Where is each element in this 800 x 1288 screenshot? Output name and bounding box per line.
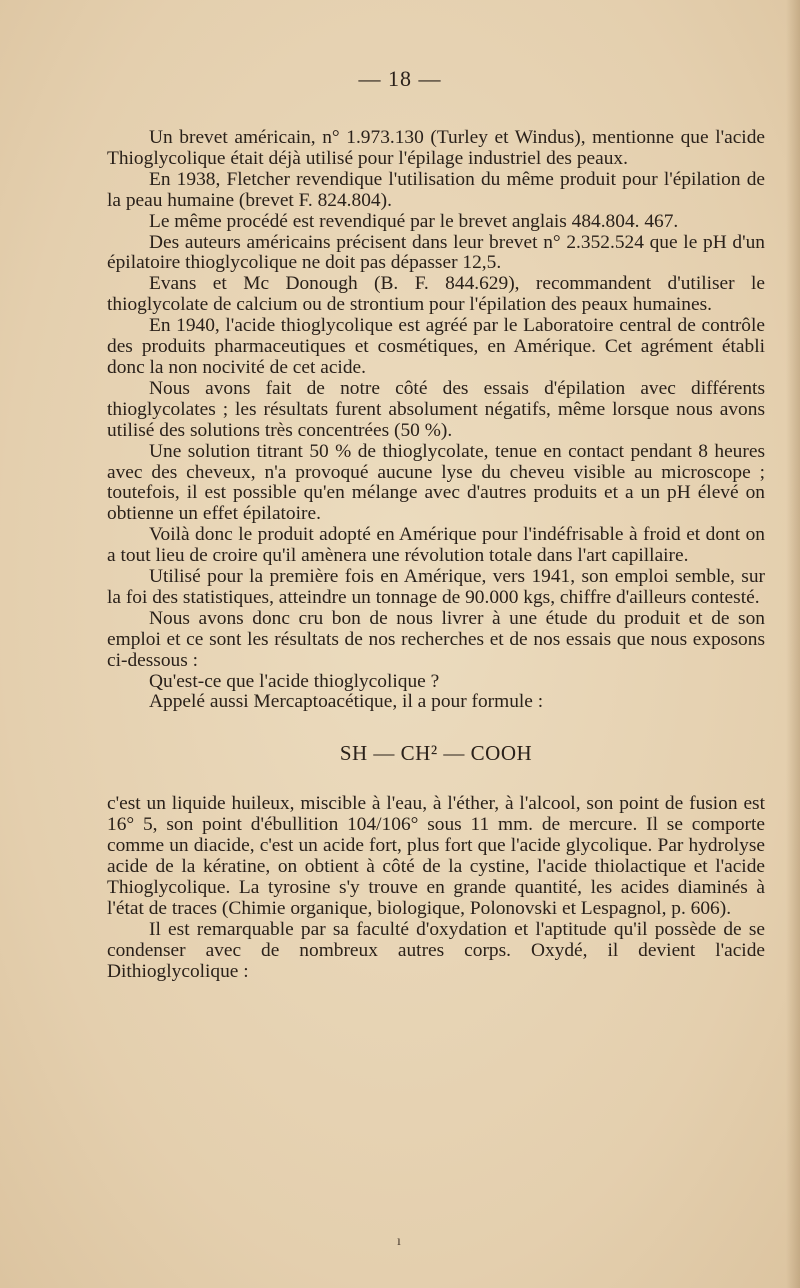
paragraph: Des auteurs américains précisent dans leur brevet n° 2.352.524 que le pH d'un épilatoire thioglycolique ne doit pas dépasser 12,5. xyxy=(107,231,765,274)
paragraph: Une solution titrant 50 % de thioglycolate, tenue en contact pendant 8 heures avec des cheveux, n'a provoqué aucune lyse du cheveu visible au microscope ; toutefois, il est possible qu'en mélange avec d'autres produits et a un pH élevé on obtienne un effet épilatoire. xyxy=(107,440,765,525)
paragraph: c'est un liquide huileux, miscible à l'eau, à l'éther, à l'alcool, son point de fusion est 16° 5, son point d'ébullition 104/106° sous 11 mm. de mercure. Il se comporte comme un diacide, c'est un acide fort, plus fort que l'acide glycolique. Par hydrolyse acide de la kératine, on obtient à côté de la cystine, l'acide thiolactique et l'acide Thioglycolique. La tyrosine s'y trouve en grande quantité, les acides diaminés à l'état de traces (Chimie organique, biologique, Polonovski et Lespagnol, p. 606). xyxy=(107,793,765,919)
paragraph: Utilisé pour la première fois en Amérique, vers 1941, son emploi semble, sur la foi des statistiques, atteindre un tonnage de 90.000 kgs, chiffre d'ailleurs contesté. xyxy=(107,566,765,608)
chemical-formula: SH — CH² — COOH xyxy=(339,741,533,766)
paragraph: Un brevet américain, n° 1.973.130 (Turley et Windus), mentionne que l'acide Thioglycolique était déjà utilisé pour l'épilage industriel des peaux. xyxy=(107,127,765,169)
paragraph: Nous avons fait de notre côté des essais d'épilation avec différents thioglycolates ; les résultats furent absolument négatifs, même lorsque nous avons utilisé des solutions très concentrées (50 %). xyxy=(107,377,765,441)
paragraph: Nous avons donc cru bon de nous livrer à une étude du produit et de son emploi et ce sont les résultats de nos recherches et de nos essais que nous exposons ci-dessous : xyxy=(107,607,765,671)
paragraph: Le même procédé est revendiqué par le brevet anglais 484.804. 467. xyxy=(149,210,679,232)
body-text xyxy=(107,128,765,982)
paragraph: Appelé aussi Mercaptoacétique, il a pour formule : xyxy=(149,691,544,713)
paragraph: Qu'est-ce que l'acide thioglycolique ? xyxy=(149,670,440,692)
page-number: — 18 — xyxy=(358,66,442,91)
paragraph: Voilà donc le produit adopté en Amérique pour l'indéfrisable à froid et dont on a tout lieu de croire qu'il amènera une révolution totale dans l'art capillaire. xyxy=(107,524,765,567)
page-edge-shadow xyxy=(786,0,800,1288)
paragraph: En 1938, Fletcher revendique l'utilisation du même produit pour l'épilation de la peau humaine (brevet F. 824.804). xyxy=(107,168,765,211)
paragraph: En 1940, l'acide thioglycolique est agréé par le Laboratoire central de contrôle des produits pharmaceutiques et cosmétiques, en Amérique. Cet agrément établi donc la non nocivité de cet acide. xyxy=(107,315,765,378)
paragraph: Evans et Mc Donough (B. F. 844.629), recommandent d'utiliser le thioglycolate de calcium ou de strontium pour l'épilation des peaux humaines. xyxy=(107,273,765,316)
footer-mark: ı xyxy=(397,1234,401,1249)
paragraph: Il est remarquable par sa faculté d'oxydation et l'aptitude qu'il possède de se condenser avec de nombreux autres corps. Oxydé, il devient l'acide Dithioglycolique : xyxy=(107,918,765,982)
